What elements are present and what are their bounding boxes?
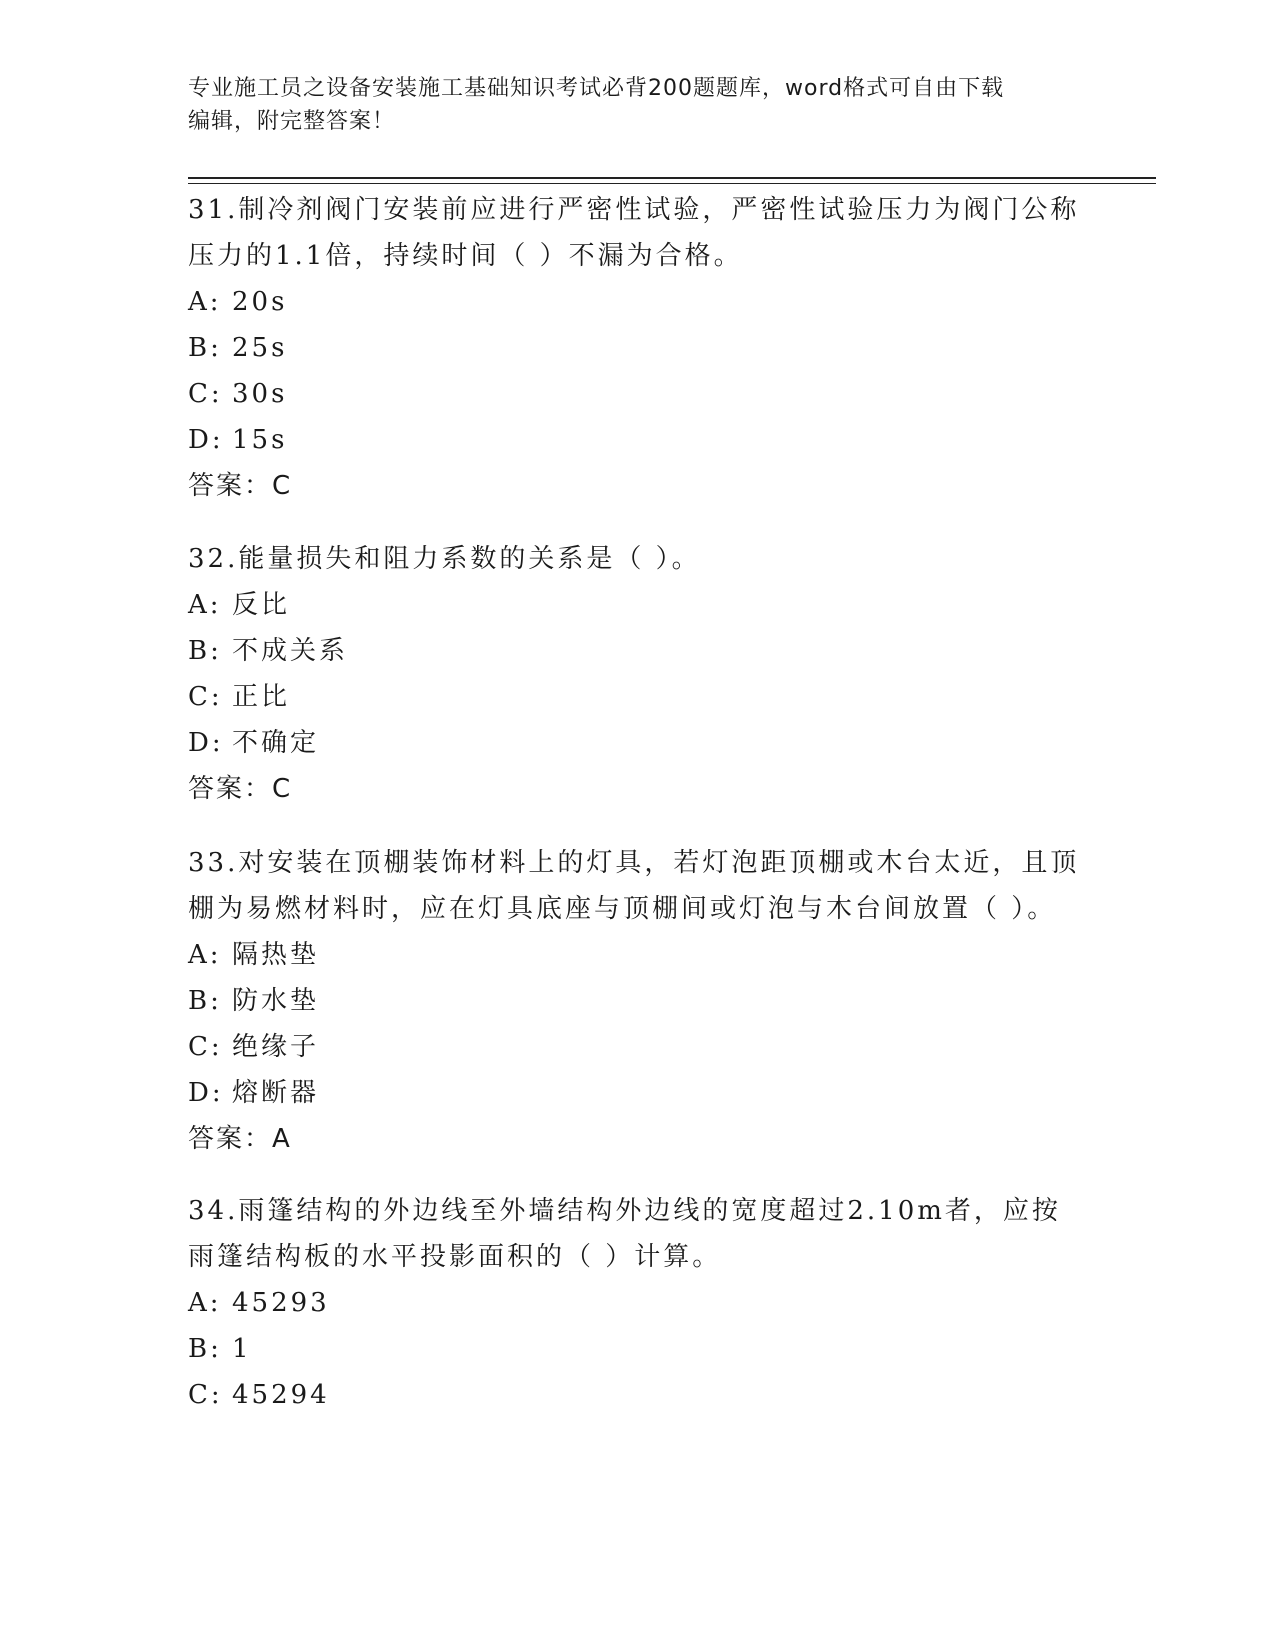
option-text: 15s [232,425,288,455]
option-text: 1 [232,1334,252,1364]
answer: 答案：A [188,1124,292,1154]
question-stem: 31.制冷剂阀门安装前应进行严密性试验，严密性试验压力为阀门公称压力的1.1倍，持续时间（ ）不漏为合格。 [188,195,1080,271]
option-b [188,978,1088,1024]
option-b [188,1326,1088,1372]
option-text: 正比 [232,682,291,712]
question-stem: 32.能量损失和阻力系数的关系是（ ）。 [188,544,701,574]
option-text: 隔热垫 [232,940,320,970]
option-letter: A: [188,287,222,317]
option-c [188,371,1088,417]
option-b [188,628,1088,674]
option-letter: C: [188,1032,223,1062]
question-32 [188,536,1088,812]
option-letter: D: [188,728,224,758]
option-d [188,1070,1088,1116]
option-letter: B: [188,636,222,666]
option-text: 不成关系 [232,636,349,666]
header-divider-thin [188,183,1156,184]
option-letter: C: [188,379,223,409]
option-a [188,582,1088,628]
document-header [188,72,1088,138]
option-letter: A: [188,1288,222,1318]
option-letter: D: [188,1078,224,1108]
option-b [188,325,1088,371]
question-31 [188,187,1088,509]
option-d [188,417,1088,463]
option-letter: A: [188,590,222,620]
option-letter: D: [188,425,224,455]
header-title-line-2: 编辑，附完整答案！ [188,109,396,134]
option-text: 45293 [232,1288,330,1318]
header-title-line-1: 专业施工员之设备安装施工基础知识考试必背200题题库，word格式可自由下载 [188,76,1005,101]
option-text: 20s [232,287,288,317]
option-letter: B: [188,1334,222,1364]
option-a [188,1280,1088,1326]
option-text: 反比 [232,590,291,620]
option-text: 45294 [232,1380,330,1410]
option-text: 绝缘子 [232,1032,320,1062]
option-letter: A: [188,940,222,970]
option-letter: C: [188,682,223,712]
question-stem: 34.雨篷结构的外边线至外墙结构外边线的宽度超过2.10m者，应按雨篷结构板的水平投影面积的（ ）计算。 [188,1196,1061,1272]
option-letter: C: [188,1380,223,1410]
option-c [188,1372,1088,1418]
option-letter: B: [188,986,222,1016]
option-a [188,279,1088,325]
option-c [188,674,1088,720]
option-text: 防水垫 [232,986,320,1016]
option-text: 25s [232,333,288,363]
question-34 [188,1188,1088,1418]
option-a [188,932,1088,978]
option-text: 30s [232,379,288,409]
answer: 答案：C [188,774,293,804]
header-divider-thick [188,177,1156,179]
option-c [188,1024,1088,1070]
option-letter: B: [188,333,222,363]
option-text: 不确定 [232,728,320,758]
question-33 [188,840,1088,1162]
option-text: 熔断器 [232,1078,320,1108]
answer: 答案：C [188,471,293,501]
question-stem: 33.对安装在顶棚装饰材料上的灯具，若灯泡距顶棚或木台太近，且顶棚为易燃材料时，应在灯具底座与顶棚间或灯泡与木台间放置（ ）。 [188,848,1080,924]
option-d [188,720,1088,766]
